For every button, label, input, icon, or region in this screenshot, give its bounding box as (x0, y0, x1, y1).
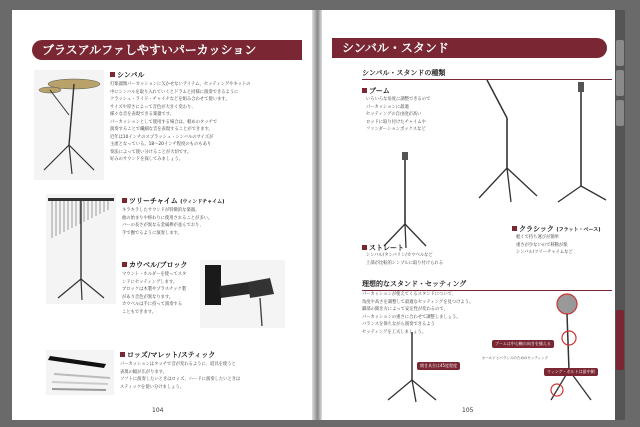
rods-photo (46, 350, 114, 395)
index-tab[interactable] (616, 70, 624, 96)
tree-chime-photo (46, 194, 116, 304)
rods-illustration (46, 350, 114, 395)
index-tab-active[interactable] (616, 310, 624, 370)
index-tab-strip (615, 10, 625, 420)
leg-angle-label: 開き具合は45度程度 (417, 362, 460, 370)
right-page (322, 10, 625, 420)
right-page-number: 105 (462, 407, 474, 414)
setup-caption: ホールドとバランスのためのセッティング (482, 356, 548, 360)
classic-stand-illustration (552, 78, 612, 208)
boom-bullets: いろいろな角度に調整できるので パーカッションに最適 セッティングの自由度が高い ロッドに取り付けたチャイムや ファンダーションボックスなど (366, 97, 431, 132)
left-page (12, 10, 312, 420)
straight-stand-illustration (380, 150, 430, 250)
index-tab[interactable] (616, 100, 624, 126)
book-gutter (312, 10, 322, 420)
cymbal-stand-photo (34, 70, 104, 180)
cymbal-stand-illustration (34, 70, 104, 180)
index-tab[interactable] (616, 40, 624, 66)
rods-title: ロッズ/マレット/スティック (120, 350, 215, 360)
wing-bolt-label: ウィング・ボルトは最中側 (544, 368, 598, 376)
boom-angle-label: ブームは中心軸の向きを揃える (492, 340, 554, 348)
tree-chime-illustration (46, 194, 116, 304)
chime-text: キラキラしたサウンドが特徴的な楽器。 曲の始まりや終わりに使用されることが多い。 バーの長さが異なる金属棒が並んでおり、 手で撫でるように演奏します。 (122, 208, 213, 236)
left-section-banner: ブラスアルファしやすいパーカッション (32, 40, 302, 60)
left-page-number: 104 (152, 407, 164, 414)
boom-title: ブーム (362, 86, 390, 96)
setup-closeup-illustration (547, 290, 617, 410)
cymbal-text: 打楽器類パーカッションに欠かせないアイテム。セッティングやキットの 中にシンバルを取り入れていくとドラムと同様に演奏できるように クラッシュ・ライド・チャイナなどを組み合わせて使います。 サイズや厚さによって音色が大きく変わり、 様々な音を表現できる楽器です。 パーカッションとして使用する場合は、軽めのタッチで 演奏することで繊細な音を表現することができます。 近年は10インチのスプラッシュ・シンバルのサイズが 主流となっている。18〜20インチ程度のものもあり 奏法によって使い分けることが大切です。 好みのサウンドを探してみましょう。 (110, 82, 251, 162)
stand-types-heading: シンバル・スタンドの種類 (362, 68, 612, 80)
cowbell-text: マウント・ホルダーを使ってスタ ンドにセッティングします。 ブロックは木製やプラスチック製 があり音色が異なります。 カウベルは手に持って演奏する こともできます。 (122, 272, 187, 315)
boom-stand-illustration (467, 78, 547, 203)
straight-title: ストレート (362, 243, 404, 253)
cymbal-title: シンバル (110, 70, 144, 80)
classic-bullets: 軽くて持ち運びが簡単 重さが少ないので移動が楽 シンバル/ツリーチャイムなど (516, 235, 573, 255)
right-section-banner: シンバル・スタンド (332, 38, 607, 58)
rods-text: パーカッションはタッチで音が変わるように、道具を使うと 表現の幅が広がります。 ソフトに演奏したいときはロッズ、ハードに演奏したいときは スティックを使い分けましょう。 (120, 362, 241, 390)
classic-title: クラシック (フラット・ベース) (512, 224, 601, 234)
straight-bullets: シンバル/タンバリン/カウベルなど 上部が比較的シンプルに取り付けられる (366, 253, 444, 266)
setup-heading: 理想的なスタンド・セッティング (362, 279, 612, 291)
cowbell-photo (200, 260, 285, 328)
setup-text: パーカッションが使えてくるスタンドについて、 角度や高さを調整して最適なセッティングを見つけよう。 脚部の開き方によって安定性が変わるので、 パーカッションの重さに合わせて調整しましょう。 バランスを保ちながら演奏できるよう セッティングを工夫しましょう。 (362, 292, 474, 335)
cowbell-title: カウベル/ブロック (122, 260, 187, 270)
cowbell-illustration (200, 260, 285, 328)
chime-title: ツリーチャイム (ウィンドチャイム) (122, 196, 224, 206)
